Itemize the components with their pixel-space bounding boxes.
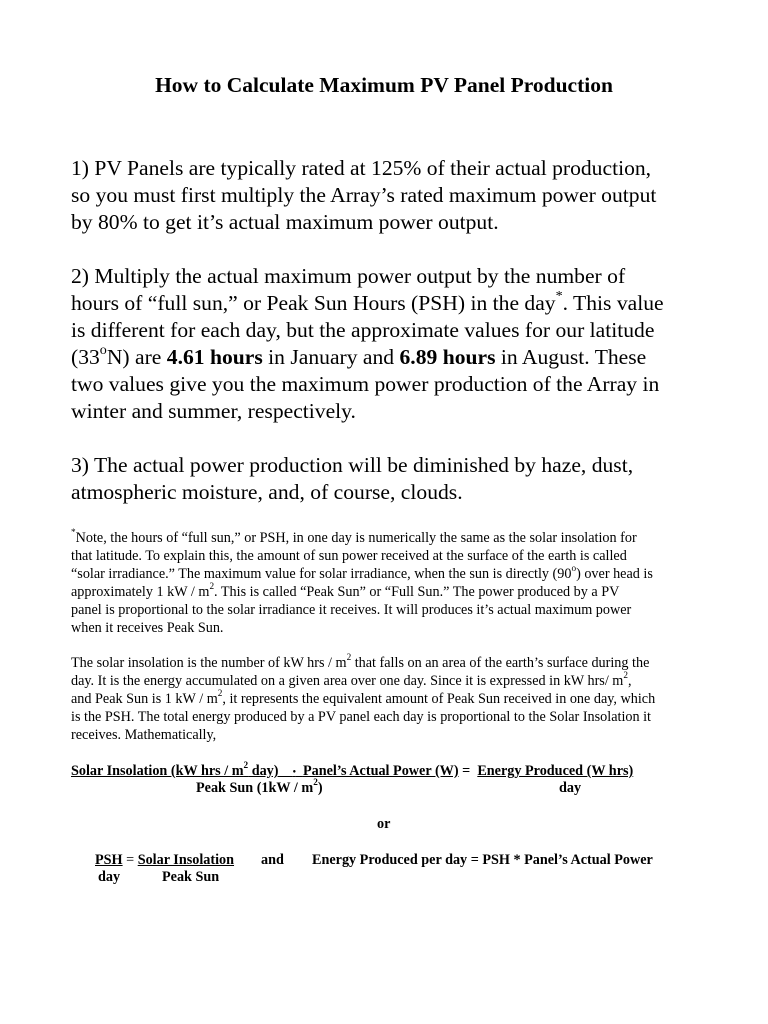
page-title: How to Calculate Maximum PV Panel Production [155, 73, 613, 97]
august-hours: 6.89 hours [399, 345, 496, 369]
step-2-line-3: is different for each day, but the approximate values for our latitude [71, 318, 655, 342]
january-hours: 4.61 hours [166, 345, 263, 369]
note-line-2: that latitude. To explain this, the amount of sun power received at the surface of the earth is called [71, 548, 627, 564]
insolation-line-1: The solar insolation is the number of kW hrs / $m^2$ that falls on an area of the earth’s surface during the [71, 651, 650, 671]
insolation-line-2: day. It is the energy accumulated on a given area over one day. Since it is expressed in kW hrs/ $m^2$, [71, 669, 632, 689]
step-1-line-3: by 80% to get it’s actual maximum power output. [71, 210, 499, 234]
panel-power-term: Panel’s Actual Power (W) [302, 763, 459, 779]
solar-insolation-term: Solar Insolation [137, 852, 235, 868]
or-connector: or [377, 816, 391, 832]
formula-2-energy: Energy Produced per day = PSH * Panel’s Actual Power [312, 852, 653, 868]
formula-2-psh: PSH = Solar Insolation [95, 852, 235, 868]
insolation-line-4: is the PSH. The total energy produced by a PV panel each day is proportional to the Solar Insolation it [71, 709, 652, 725]
formula-2-peak-sun: Peak Sun [162, 869, 220, 885]
note-line-4: approximately 1 kW / $m^2$. This is called “Peak Sun” or “Full Sun.” The power produced by a PV [71, 580, 620, 600]
step-2-line-6: winter and summer, respectively. [71, 399, 356, 423]
formula-1-denominator: Peak Sun $(1kW / m^2)$ [196, 776, 323, 796]
footnote-marker: * [555, 287, 563, 304]
note-line-6: when it receives Peak Sun. [71, 620, 224, 636]
formula-1-day: day [559, 780, 582, 796]
step-1-line-2: so you must first multiply the Array’s rated maximum power output [71, 183, 657, 207]
insolation-line-5: receives. Mathematically, [71, 727, 217, 743]
step-2-line-4: (33$^o$N) are 4.61 hours in January and 6.89 hours in August. These [71, 341, 647, 369]
insolation-term: Solar Insolation (kW hrs / $m^2$ day) • Panel’s Actual Power (W) [71, 759, 459, 779]
psh-term: PSH [95, 852, 123, 868]
multiply-dot: • [292, 766, 296, 777]
note-line-5: panel is proportional to the solar irradiance it receives. It will produces it’s actual maximum power [71, 602, 632, 618]
insolation-line-3: and Peak Sun is 1 kW / $m^2$, it represents the equivalent amount of Peak Sun received in one day, which [71, 687, 656, 707]
energy-produced-term: Energy Produced (W hrs) [477, 763, 634, 779]
step-3-line-2: atmospheric moisture, and, of course, clouds. [71, 480, 463, 504]
formula-1-numerator: Solar Insolation (kW hrs / $m^2$ day) • Panel’s Actual Power (W) = Energy Produced (W hrs) [71, 759, 634, 779]
step-2-line-1: 2) Multiply the actual maximum power output by the number of [71, 264, 626, 288]
step-1-line-1: 1) PV Panels are typically rated at 125% of their actual production, [71, 156, 652, 180]
formula-2-and: and [261, 852, 284, 868]
step-3-line-1: 3) The actual power production will be diminished by haze, dust, [71, 453, 634, 477]
note-line-3: “solar irradiance.” The maximum value for solar irradiance, when the sun is directly (90$^o$) over head is [71, 562, 653, 582]
formula-2-day: day [98, 869, 121, 885]
step-2-line-2: hours of “full sun,” or Peak Sun Hours (PSH) in the day*. This value [71, 287, 664, 315]
note-line-1: *Note, the hours of “full sun,” or PSH, in one day is numerically the same as the solar insolation for [71, 526, 637, 546]
step-2-line-5: two values give you the maximum power production of the Array in [71, 372, 660, 396]
